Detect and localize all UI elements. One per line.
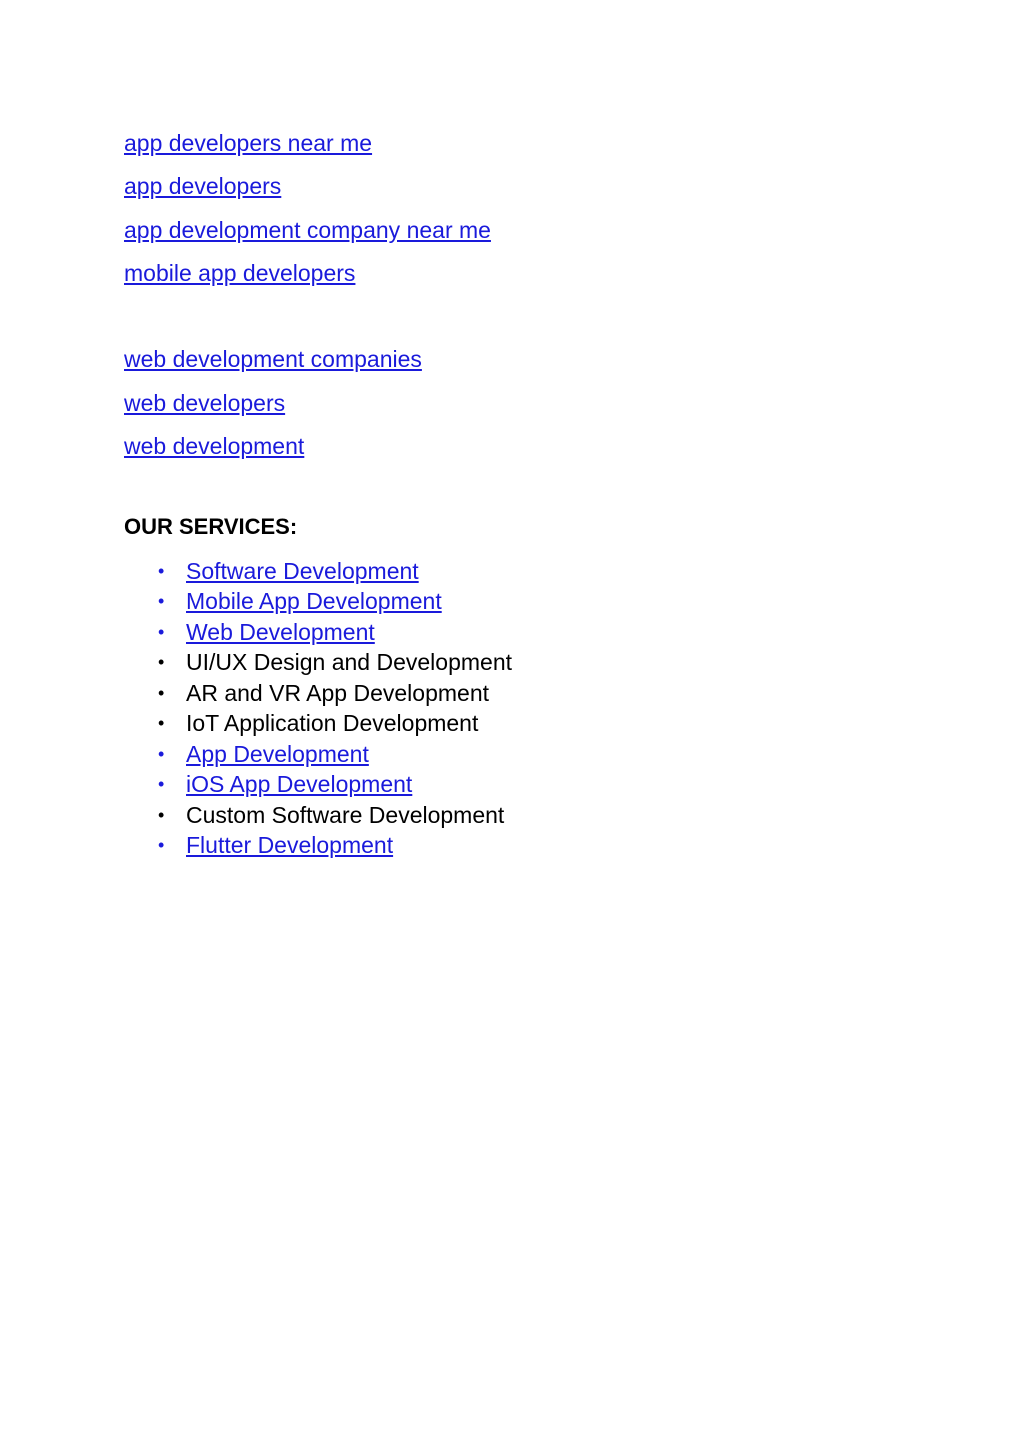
service-link-flutter-development[interactable]: Flutter Development — [186, 832, 394, 859]
document-page — [124, 122, 984, 861]
link-mobile-app-developers[interactable]: mobile app developers — [124, 259, 356, 286]
app-links-group — [124, 122, 984, 295]
service-text-ui-ux-design: UI/UX Design and Development — [186, 649, 512, 676]
list-item — [124, 678, 984, 709]
bullet-icon: • — [158, 835, 165, 856]
list-item — [124, 739, 984, 770]
service-link-web-development[interactable]: Web Development — [186, 618, 375, 645]
service-text-ar-vr-app-development: AR and VR App Development — [186, 679, 490, 706]
link-app-development-company-near-me[interactable]: app development company near me — [124, 216, 491, 243]
link-web-developers[interactable]: web developers — [124, 389, 286, 416]
service-link-app-development[interactable]: App Development — [186, 740, 369, 767]
bullet-icon: • — [158, 713, 165, 734]
list-item — [124, 830, 984, 861]
spacer — [124, 468, 984, 511]
list-item — [124, 708, 984, 739]
link-app-developers[interactable]: app developers — [124, 173, 282, 200]
link-web-development[interactable]: web development — [124, 433, 305, 460]
spacer — [124, 295, 984, 338]
link-app-developers-near-me[interactable]: app developers near me — [124, 130, 373, 156]
bullet-icon: • — [158, 774, 165, 795]
bullet-icon: • — [158, 621, 165, 642]
bullet-icon: • — [158, 682, 165, 703]
list-item — [124, 586, 984, 617]
bullet-icon: • — [158, 652, 165, 673]
list-item — [124, 800, 984, 831]
service-link-ios-app-development[interactable]: iOS App Development — [186, 771, 413, 798]
bullet-icon: • — [158, 743, 165, 764]
service-text-custom-software-development: Custom Software Development — [186, 801, 505, 828]
list-item — [124, 556, 984, 587]
bullet-icon: • — [158, 560, 165, 581]
link-web-development-companies[interactable]: web development companies — [124, 346, 422, 373]
bullet-icon: • — [158, 591, 165, 612]
service-text-iot-application-development: IoT Application Development — [186, 710, 479, 737]
list-item — [124, 769, 984, 800]
bullet-icon: • — [158, 804, 165, 825]
service-link-software-development[interactable]: Software Development — [186, 557, 419, 584]
service-link-mobile-app-development[interactable]: Mobile App Development — [186, 588, 442, 615]
list-item — [124, 647, 984, 678]
services-heading: OUR SERVICES: — [124, 513, 298, 539]
web-links-group — [124, 338, 984, 468]
list-item — [124, 617, 984, 648]
services-list — [124, 556, 984, 861]
